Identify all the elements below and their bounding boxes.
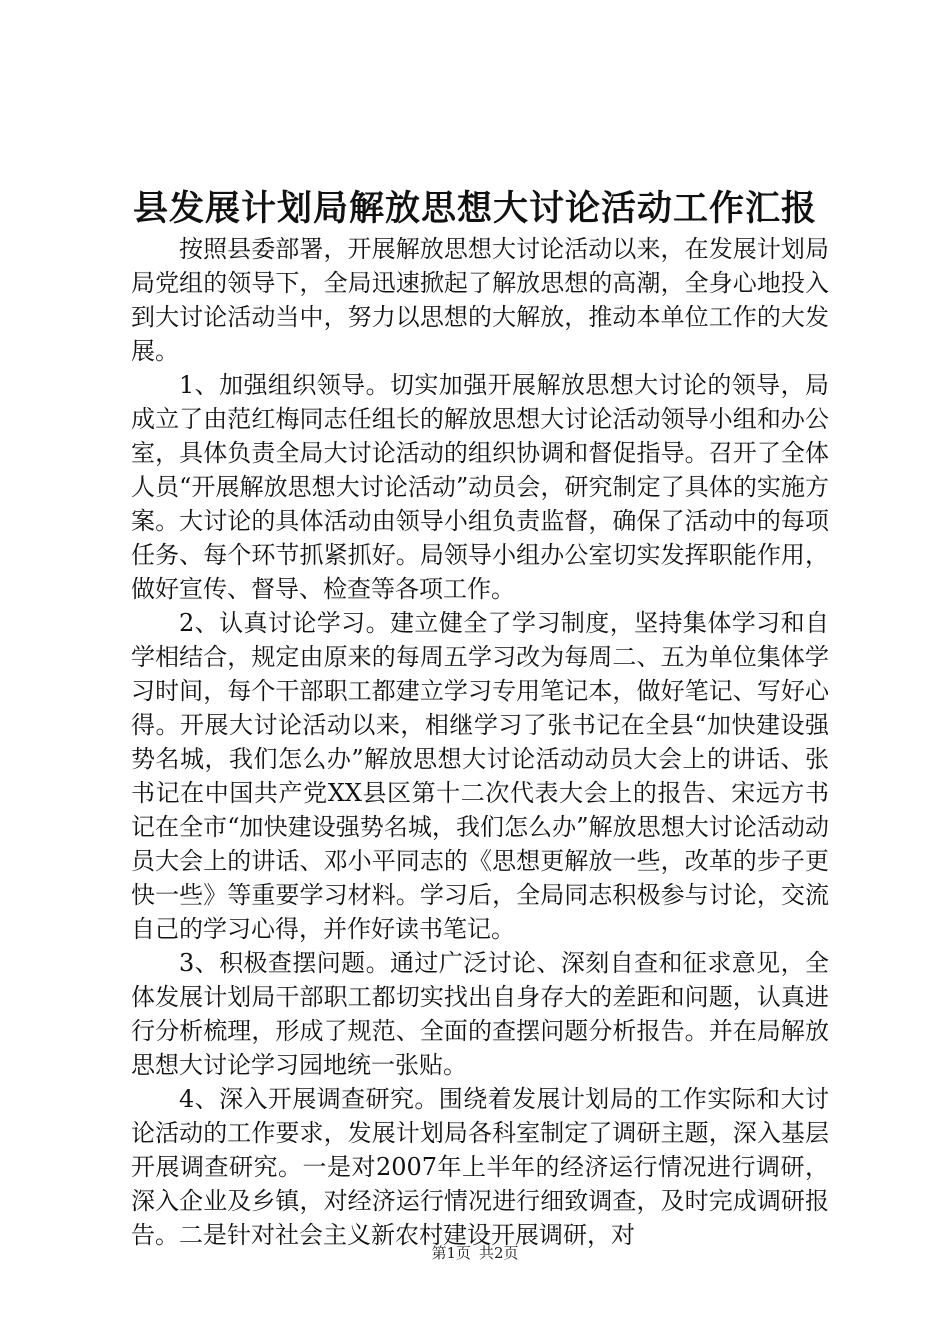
page-total: 共2页 bbox=[479, 1244, 519, 1262]
paragraph-intro: 按照县委部署，开展解放思想大讨论活动以来，在发展计划局局党组的领导下，全局迅速掀起了解放思想的高潮，全身心地投入到大讨论活动当中，努力以思想的大解放，推动本单位工作的大发展。 bbox=[131, 235, 829, 365]
paragraph-section-4: 4、深入开展调查研究。围绕着发展计划局的工作实际和大讨论活动的工作要求，发展计划局各科室制定了调研主题，深入基层开展调查研究。一是对2007年上半年的经济运行情况进行调研，深入企业及乡镇，对经济运行情况进行细致调查，及时完成调研报告。二是针对社会主义新农村建设开展调研，对 bbox=[131, 1085, 829, 1249]
paragraph-section-1: 1、加强组织领导。切实加强开展解放思想大讨论的领导，局成立了由范红梅同志任组长的解放思想大讨论活动领导小组和办公室，具体负责全局大讨论活动的组织协调和督促指导。召开了全体人员“开展解放思想大讨论活动”动员会，研究制定了具体的实施方案。大讨论的具体活动由领导小组负责监督，确保了活动中的每项任务、每个环节抓紧抓好。局领导小组办公室切实发挥职能作用，做好宣传、督导、检查等各项工作。 bbox=[131, 371, 829, 603]
paragraph-section-3: 3、积极查摆问题。通过广泛讨论、深刻自查和征求意见，全体发展计划局干部职工都切实找出自身存大的差距和问题，认真进行分析梳理，形成了规范、全面的查摆问题分析报告。并在局解放思想大讨论学习园地统一张贴。 bbox=[131, 949, 829, 1079]
paragraph-section-2: 2、认真讨论学习。建立健全了学习制度，坚持集体学习和自学相结合，规定由原来的每周五学习改为每周二、五为单位集体学习时间，每个干部职工都建立学习专用笔记本，做好笔记、写好心得。开展大讨论活动以来，相继学习了张书记在全县“加快建设强势名城，我们怎么办”解放思想大讨论活动动员大会上的讲话、张书记在中国共产党XX县区第十二次代表大会上的报告、宋远方书记在全市“加快建设强势名城，我们怎么办”解放思想大讨论活动动员大会上的讲话、邓小平同志的《思想更解放一些，改革的步子更快一些》等重要学习材料。学习后，全局同志积极参与讨论，交流自己的学习心得，并作好读书笔记。 bbox=[131, 609, 829, 943]
document-body bbox=[131, 232, 829, 1252]
page-footer bbox=[0, 1243, 950, 1263]
document-title: 县发展计划局解放思想大讨论活动工作汇报 bbox=[132, 188, 817, 229]
page-number: 第1页 bbox=[431, 1244, 471, 1262]
